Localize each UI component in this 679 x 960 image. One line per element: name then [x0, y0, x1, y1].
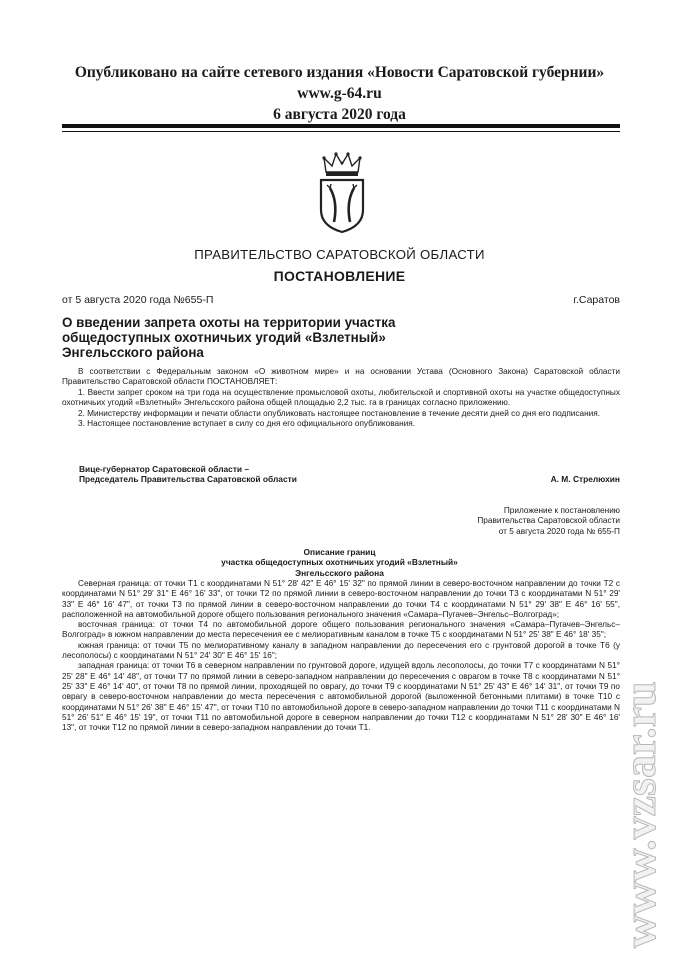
- signatory-name: А. М. Стрелюхин: [550, 474, 620, 484]
- document-city: г.Саратов: [573, 294, 620, 306]
- boundary-description: [62, 579, 620, 733]
- watermark: [603, 610, 673, 950]
- boundary-south: южная граница: от точки Т5 по мелиоративному каналу в западном направлении до пересечения его с грунтовой дорогой в точке Т6 (у лесополосы) с координатами N 51° 24' 30" E 46° 15' 16";: [62, 640, 620, 661]
- signatory-position: [79, 464, 297, 485]
- document-date-number: от 5 августа 2020 года №655-П: [62, 294, 214, 306]
- header-divider-thick: [62, 124, 620, 128]
- boundary-title-line3: Энгельсского района: [295, 567, 384, 578]
- publication-header-line1: Опубликовано на сайте сетевого издания «Новости Саратовской губернии»: [74, 64, 605, 81]
- document-type: ПОСТАНОВЛЕНИЕ: [273, 268, 406, 284]
- appendix-reference: [400, 506, 620, 537]
- publication-header-date: 6 августа 2020 года: [273, 106, 406, 123]
- boundary-description-title: [0, 547, 679, 578]
- decree-body: [62, 367, 620, 429]
- publication-header: [0, 62, 679, 125]
- boundary-east: восточная граница: от точки Т4 по автомобильной дороге общего пользования регионального значения «Самара–Пугачев–Энгельс–Волгоград» в южном направлении до места пересечения ее с мелиоративным каналом в точке Т5 с координатами N 51° 25' 38" E 46° 18' 35";: [62, 620, 620, 640]
- boundary-title-line2: участка общедоступных охотничьих угодий «Взлетный»: [221, 557, 458, 568]
- decree-item-3: 3. Настоящее постановление вступает в силу со дня его официального опубликования.: [78, 419, 416, 429]
- document-title: О введении запрета охоты на территории участка общедоступных охотничьих угодий «Взлетный» Энгельсского района: [62, 315, 396, 360]
- boundary-title-line1: Описание границ: [303, 547, 376, 557]
- publication-header-url: www.g-64.ru: [297, 85, 382, 102]
- appendix-line2: Правительства Саратовской области: [477, 516, 620, 526]
- decree-preamble: В соответствии с Федеральным законом «О животном мире» и на основании Устава (Основного Закона) Саратовской области Правительство Саратовской области ПОСТАНОВЛЯЕТ:: [62, 367, 620, 387]
- header-divider-thin: [62, 131, 620, 132]
- government-name: ПРАВИТЕЛЬСТВО САРАТОВСКОЙ ОБЛАСТИ: [194, 247, 485, 262]
- signatory-position-line1: Вице-губернатор Саратовской области –: [79, 464, 250, 474]
- signatory-position-line2: Председатель Правительства Саратовской области: [79, 474, 297, 485]
- decree-item-1: 1. Ввести запрет сроком на три года на осуществление промысловой охоты, любительской и спортивной охоты на участке общедоступных охотничьих угодий «Взлетный» Энгельсского района общей площадью 2,2 тыс. га в границах согласно приложению.: [62, 387, 620, 408]
- boundary-north: Северная граница: от точки Т1 с координатами N 51° 28' 42" E 46° 15' 32" по прямой линии в северо-восточном направлении до точки Т2 с координатами N 51° 29' 31" E 46° 16' 33", от точки Т2 по прямой линии в северо-восточном направлении до точки Т3 с координатами N 51° 29' 33" E 46° 16' 47", от точки Т3 по прямой линии в северо-восточном направлении до точки Т4 с координатами N 51° 29' 38" E 46° 16' 55", расположенной на автомобильной дороге общего пользования регионального значения «Самара–Пугачев–Энгельс–Волгоград»;: [62, 579, 620, 619]
- saratov-coat-of-arms-icon: [316, 150, 368, 234]
- watermark-text: www.vzsar.ru: [614, 681, 665, 948]
- appendix-line3: от 5 августа 2020 года № 655-П: [498, 526, 620, 536]
- boundary-west: западная граница: от точки Т6 в северном направлении по грунтовой дороге, идущей вдоль лесополосы, до точки Т7 с координатами N 51° 25' 28" E 46° 14' 48", от точки Т7 по прямой линии в северо-западном направлении до пересечения с оврагом в точке Т8 с координатами N 51° 25' 33" E 46° 14' 40", от точки Т8 по прямой линии, проходящей по оврагу, до точки Т9 с координатами N 51° 25' 43" E 46° 14' 31", от точки Т9 по оврагу в северо-восточном направлении до места пересечения с автомобильной дорогой (выложенной бетонными плитами) в точке Т10 с координатами N 51° 26' 38" E 46° 15' 47", от точки Т10 по автомобильной дороге в северо-западном направлении до точки Т11 с координатами N 51° 26' 51" E 46° 15' 19", от точки Т11 по автомобильной дороге в северном направлении до точки Т12 с координатами N 51° 28' 30" E 46° 16' 13", от точки Т12 по прямой линии в северо-западном направлении до точки Т1.: [62, 661, 620, 733]
- decree-item-2: 2. Министерству информации и печати области опубликовать настоящее постановление в течение десяти дней со дня его подписания.: [78, 408, 601, 418]
- appendix-line1: Приложение к постановлению: [503, 506, 620, 515]
